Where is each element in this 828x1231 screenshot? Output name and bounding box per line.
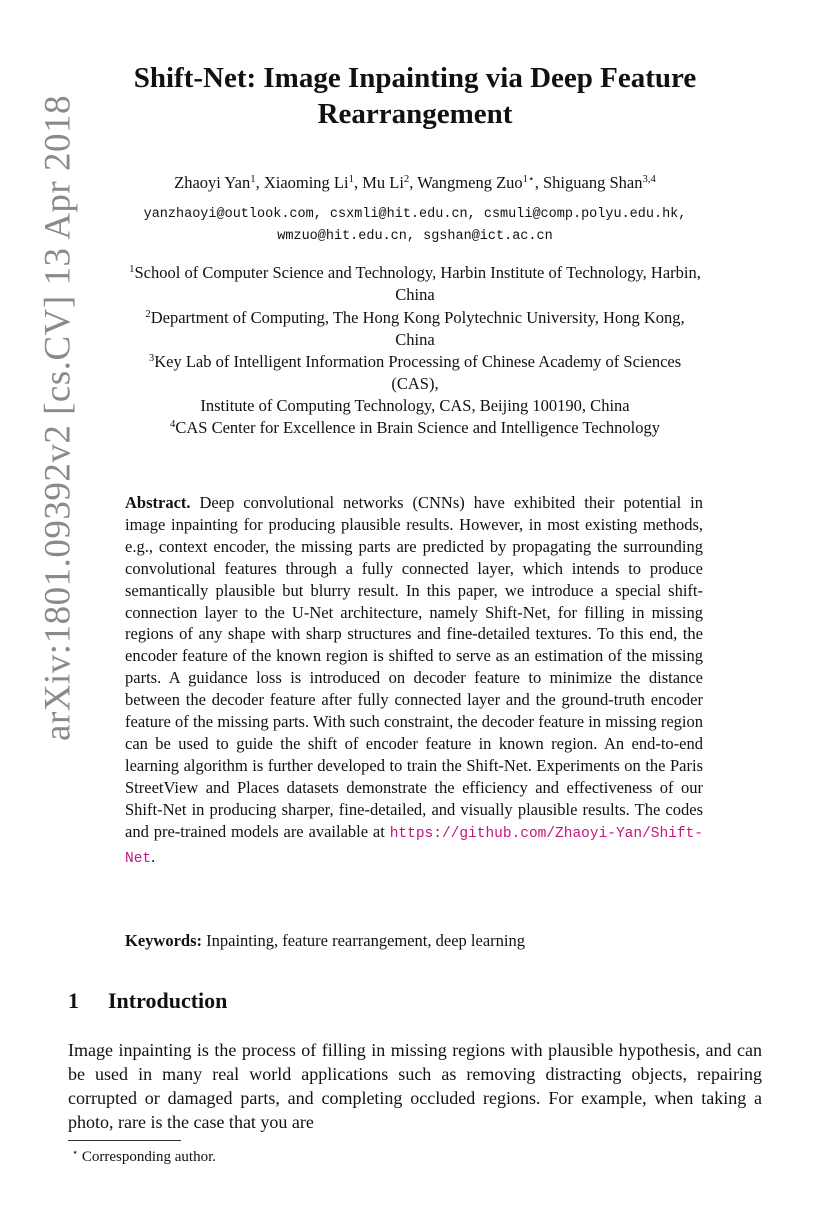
- abstract: Abstract. Deep convolutional networks (CNNs) have exhibited their potential in image inpainting for producing plausible results. However, in most existing methods, e.g., context encoder, the missing parts are predicted by propagating the surrounding convolutional features through a fully connected layer, which intends to produce semantically plausible but blurry result. In this paper, we introduce a special shift-connection layer to the U-Net architecture, namely Shift-Net, for filling in missing regions of any shape with sharp structures and fine-detailed textures. To this end, the encoder feature of the known region is shifted to serve as an estimation of the missing parts. A guidance loss is introduced on decoder feature to minimize the distance between the decoder feature after fully connected layer and the ground-truth encoder feature of the missing parts. With such constraint, the decoder feature in missing region can be used to guide the shift of encoder feature in known region. An end-to-end learning algorithm is further developed to train the Shift-Net. Experiments on the Paris StreetView and Places datasets demonstrate the efficiency and effectiveness of our Shift-Net in producing sharper, fine-detailed, and visually plausible results. The codes and pre-trained models are available at https://github.com/Zhaoyi-Yan/Shift-Net.: [125, 493, 703, 867]
- footnote-mark: ⋆: [72, 1147, 79, 1159]
- author: Xiaoming Li$^1$: [263, 173, 354, 192]
- author: Shiguang Shan$^{3,4}$: [543, 173, 656, 192]
- email-line-2: wmzuo@hit.edu.cn, sgshan@ict.ac.cn: [277, 229, 553, 244]
- affiliation-3: $^3$Key Lab of Intelligent Information Processing of Chinese Academy of Sciences (CAS), Institute of Computing Technology, CAS, Beijing 100190, China: [148, 352, 682, 415]
- keywords-text: Inpainting, feature rearrangement, deep learning: [206, 931, 525, 950]
- footnote-divider: [68, 1140, 181, 1141]
- footnote-text: Corresponding author.: [81, 1149, 217, 1165]
- intro-paragraph: Image inpainting is the process of filling in missing regions with plausible hypothesis, and can be used in many real world applications such as removing distracting objects, repairing corrupted or damaged parts, and completing occluded regions. For example, when taking a photo, rare is the case that you are: [68, 1040, 762, 1132]
- title-line-1: Shift-Net: Image Inpainting via Deep Feature: [133, 62, 697, 94]
- section-title: Introduction: [108, 988, 228, 1013]
- section-number: 1: [68, 988, 79, 1013]
- affiliation-4: $^4$CAS Center for Excellence in Brain Science and Intelligence Technology: [169, 418, 661, 437]
- footnote: [72, 1147, 216, 1167]
- author: Zhaoyi Yan$^1$: [174, 173, 256, 192]
- affiliation-2: $^2$Department of Computing, The Hong Kong Polytechnic University, Hong Kong, China: [145, 308, 685, 349]
- paper-title: [70, 60, 760, 132]
- keywords: [125, 930, 703, 952]
- author: Mu Li$^2$: [362, 173, 410, 192]
- title-line-2: Rearrangement: [317, 98, 513, 130]
- author-emails: [70, 204, 760, 248]
- affiliation-1: $^1$School of Computer Science and Technology, Harbin Institute of Technology, Harbin, China: [129, 263, 701, 304]
- email-line-1: yanzhaoyi@outlook.com, csxmli@hit.edu.cn, csmuli@comp.polyu.edu.hk,: [143, 207, 687, 222]
- keywords-label: Keywords:: [125, 931, 202, 950]
- author-list: Zhaoyi Yan$^1$, Xiaoming Li$^1$, Mu Li$^2$, Wangmeng Zuo$^{1⋆}$, Shiguang Shan$^{3,4}$: [174, 173, 656, 192]
- abstract-label: Abstract.: [125, 493, 191, 512]
- code-url-link[interactable]: https://github.com/Zhaoyi-Yan/Shift-Net: [125, 825, 703, 867]
- section-heading: [68, 988, 227, 1014]
- arxiv-stamp: arXiv:1801.09392v2 [cs.CV] 13 Apr 2018: [37, 95, 79, 741]
- author: Wangmeng Zuo$^{1⋆}$: [417, 173, 535, 192]
- abstract-text: Deep convolutional networks (CNNs) have exhibited their potential in image inpainting for producing plausible results. However, in most existing methods, e.g., context encoder, the missing parts are predicted by propagating the surrounding convolutional features through a fully connected layer, which intends to produce semantically plausible but blurry result. In this paper, we introduce a special shift-connection layer to the U-Net architecture, namely Shift-Net, for filling in missing regions of any shape with sharp structures and fine-detailed textures. To this end, the encoder feature of the known region is shifted to serve as an estimation of the missing parts. A guidance loss is introduced on decoder feature to minimize the distance between the decoder feature after fully connected layer and the ground-truth encoder feature of the missing parts. With such constraint, the decoder feature in missing region can be used to guide the shift of encoder feature in known region. An end-to-end learning algorithm is further developed to train the Shift-Net. Experiments on the Paris StreetView and Places datasets demonstrate the efficiency and effectiveness of our Shift-Net in producing sharper, fine-detailed, and visually plausible results. The codes and pre-trained models are available at: [125, 493, 703, 841]
